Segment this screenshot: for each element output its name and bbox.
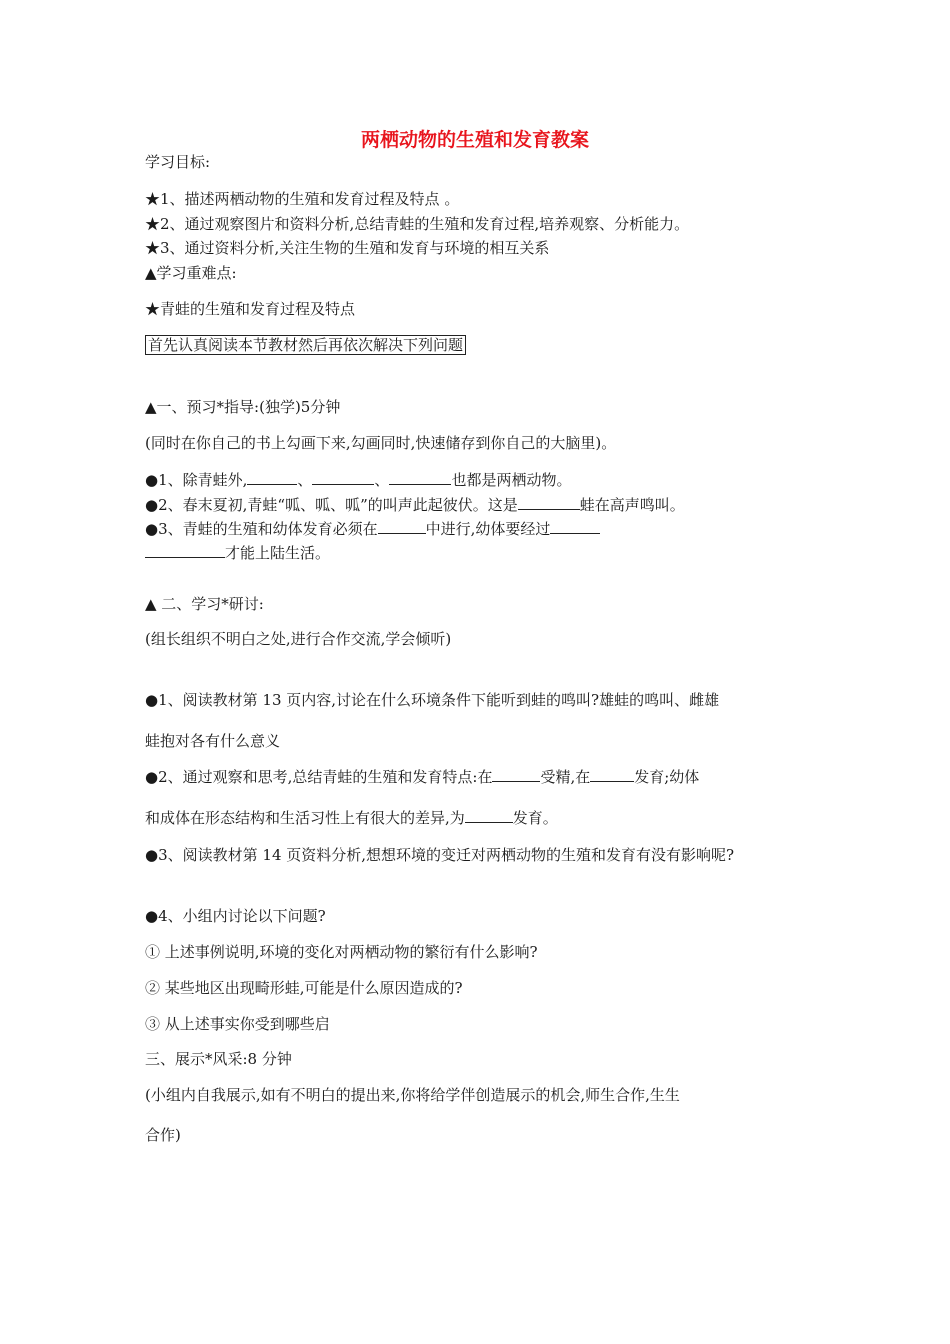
study-question-1-cont: 蛙抱对各有什么意义 <box>145 732 281 750</box>
q2-prefix: ●2、通过观察和思考,总结青蛙的生殖和发育特点:在 <box>145 768 493 786</box>
key-points-heading: ▲学习重难点: <box>145 264 237 282</box>
study-question-4: ●4、小组内讨论以下问题? <box>145 907 326 925</box>
q2-line2-prefix: 和成体在形态结构和生活习性上有很大的差异,为 <box>145 809 465 827</box>
study-question-2 <box>145 767 699 787</box>
q3-middle: 中进行,幼体要经过 <box>425 520 551 538</box>
section3-note-cont: 合作) <box>145 1126 181 1144</box>
q2-line2-suffix: 发育。 <box>512 809 558 827</box>
preview-question-3-cont <box>145 543 330 563</box>
preview-question-3 <box>145 519 600 539</box>
study-question-2-cont <box>145 808 558 828</box>
answer-blank[interactable] <box>312 470 374 485</box>
page-title: 两栖动物的生殖和发育教案 <box>360 129 589 151</box>
answer-blank[interactable] <box>145 543 225 558</box>
boxed-instruction: 首先认真阅读本节教材然后再依次解决下列问题 <box>145 335 466 355</box>
sub-question-3: ③ 从上述事实你受到哪些启 <box>145 1015 330 1033</box>
study-question-3: ●3、阅读教材第 14 页资料分析,想想环境的变迁对两栖动物的生殖和发育有没有影响呢? <box>145 846 735 864</box>
section1-note: (同时在你自己的书上勾画下来,勾画同时,快速储存到你自己的大脑里)。 <box>145 434 617 452</box>
answer-blank[interactable] <box>465 808 513 823</box>
answer-blank[interactable] <box>492 767 540 782</box>
study-question-1: ●1、阅读教材第 13 页内容,讨论在什么环境条件下能听到蛙的鸣叫?雄蛙的鸣叫、雌雄 <box>145 691 720 709</box>
answer-blank[interactable] <box>378 519 426 534</box>
sub-question-2: ② 某些地区出现畸形蛙,可能是什么原因造成的? <box>145 979 463 997</box>
answer-blank[interactable] <box>550 519 600 534</box>
objective-2: ★2、通过观察图片和资料分析,总结青蛙的生殖和发育过程,培养观察、分析能力。 <box>145 215 690 233</box>
preview-question-2 <box>145 495 685 515</box>
q3-prefix: ●3、青蛙的生殖和幼体发育必须在 <box>145 520 378 538</box>
objective-1: ★1、描述两栖动物的生殖和发育过程及特点 。 <box>145 190 460 208</box>
section3-heading: 三、展示*风采:8 分钟 <box>145 1050 292 1068</box>
q2-text-b: 发育;幼体 <box>634 768 700 786</box>
q3-suffix: 才能上陆生活。 <box>225 544 331 562</box>
objective-3: ★3、通过资料分析,关注生物的生殖和发育与环境的相互关系 <box>145 239 550 257</box>
key-point: ★青蛙的生殖和发育过程及特点 <box>145 300 356 318</box>
separator: 、 <box>297 471 313 489</box>
separator: 、 <box>374 471 390 489</box>
q2-prefix: ●2、春末夏初,青蛙“呱、呱、呱”的叫声此起彼伏。这是 <box>145 496 518 514</box>
preview-question-1 <box>145 470 571 490</box>
q1-prefix: ●1、除青蛙外, <box>145 471 248 489</box>
answer-blank[interactable] <box>590 767 634 782</box>
instruction-box <box>145 335 466 355</box>
q2-suffix: 蛙在高声鸣叫。 <box>579 496 685 514</box>
section3-note: (小组内自我展示,如有不明白的提出来,你将给学伴创造展示的机会,师生合作,生生 <box>145 1086 680 1104</box>
sub-question-1: ① 上述事例说明,环境的变化对两栖动物的繁衍有什么影响? <box>145 943 538 961</box>
objectives-heading: 学习目标: <box>145 153 211 171</box>
q1-suffix: 也都是两栖动物。 <box>451 471 572 489</box>
q2-text-a: 受精,在 <box>540 768 591 786</box>
section2-heading: ▲ 二、学习*研讨: <box>145 595 264 613</box>
answer-blank[interactable] <box>247 470 297 485</box>
section2-note: (组长组织不明白之处,进行合作交流,学会倾听) <box>145 630 452 648</box>
answer-blank[interactable] <box>518 495 580 510</box>
section1-heading: ▲一、预习*指导:(独学)5分钟 <box>145 398 341 416</box>
answer-blank[interactable] <box>389 470 451 485</box>
